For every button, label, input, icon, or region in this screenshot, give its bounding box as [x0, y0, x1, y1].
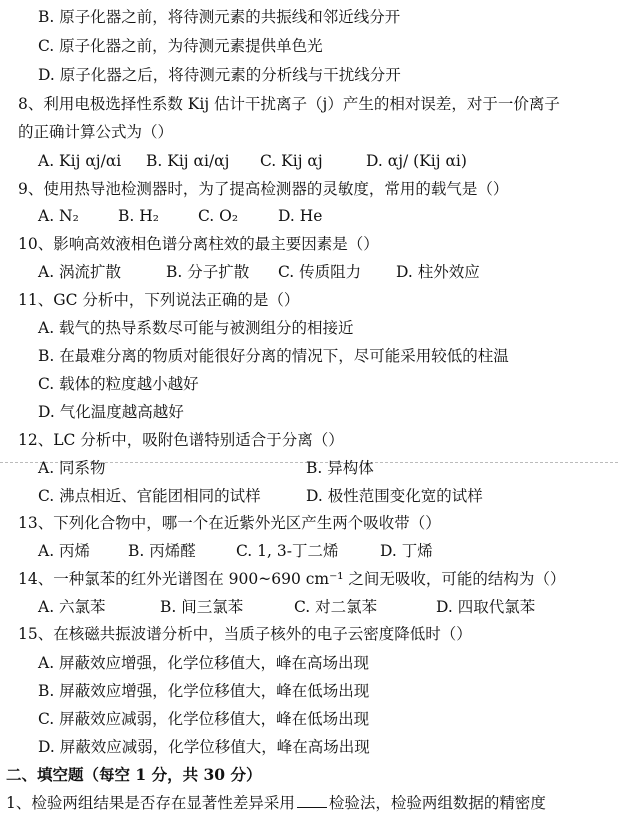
q13-option-a: A. 丙烯	[38, 542, 91, 560]
answer-blank	[297, 793, 327, 808]
q12-option-a: A. 同系物	[38, 459, 106, 477]
q14-stem: 14、一种氯苯的红外光谱图在 900~690 cm⁻¹ 之间无吸收，可能的结构为（）	[18, 570, 566, 588]
section-2-q1	[6, 792, 546, 814]
q13-options	[38, 540, 558, 562]
q14-option-d: D. 四取代氯苯	[436, 598, 536, 616]
q12-options-row-2	[38, 485, 578, 507]
q7-option-b: B. 原子化器之前，将待测元素的共振线和邻近线分开	[38, 8, 401, 26]
q11-option-b: B. 在最难分离的物质对能很好分离的情况下，尽可能采用较低的柱温	[38, 347, 509, 365]
q12-option-c: C. 沸点相近、官能团相同的试样	[38, 487, 261, 505]
q8-option-d: D. αj/ (Kij αi)	[366, 152, 467, 170]
q8-options	[38, 150, 608, 172]
q8-option-c: C. Kij αj	[260, 152, 323, 170]
q10-option-d: D. 柱外效应	[396, 263, 480, 281]
section-2-q1-text-after-blank: 检验法，检验两组数据的精密度	[328, 794, 546, 812]
q13-option-d: D. 丁烯	[380, 542, 433, 560]
q14-option-a: A. 六氯苯	[38, 598, 106, 616]
q13-stem: 13、下列化合物中，哪一个在近紫外光区产生两个吸收带（）	[18, 514, 441, 532]
q9-options	[38, 205, 438, 227]
q8-option-b: B. Kij αi/αj	[146, 152, 230, 170]
q10-option-c: C. 传质阻力	[278, 263, 362, 281]
q10-stem: 10、影响高效液相色谱分离柱效的最主要因素是（）	[18, 235, 379, 253]
q15-option-a: A. 屏蔽效应增强，化学位移值大，峰在高场出现	[38, 654, 370, 672]
q10-option-b: B. 分子扩散	[166, 263, 250, 281]
q11-option-a: A. 载气的热导系数尽可能与被测组分的相接近	[38, 319, 354, 337]
q12-stem: 12、LC 分析中，吸附色谱特别适合于分离（）	[18, 431, 344, 449]
q9-stem: 9、使用热导池检测器时，为了提高检测器的灵敏度，常用的载气是（）	[18, 180, 509, 198]
q11-stem: 11、GC 分析中，下列说法正确的是（）	[18, 291, 300, 309]
q8-stem-line-2: 的正确计算公式为（）	[18, 123, 174, 141]
q9-option-a: A. N₂	[38, 207, 79, 225]
q8-stem-line-1: 8、利用电极选择性系数 Kij 估计干扰离子（j）产生的相对误差，对于一价离子	[18, 95, 560, 113]
q9-option-c: C. O₂	[198, 207, 239, 225]
q8-option-a: A. Kij αj/αi	[38, 152, 122, 170]
q14-option-b: B. 间三氯苯	[160, 598, 244, 616]
q7-option-d: D. 原子化器之后，将待测元素的分析线与干扰线分开	[38, 66, 401, 84]
q13-option-c: C. 1, 3-丁二烯	[236, 542, 339, 560]
section-2-heading: 二、填空题（每空 1 分，共 30 分）	[6, 765, 262, 784]
q14-option-c: C. 对二氯苯	[294, 598, 378, 616]
q15-option-d: D. 屏蔽效应减弱，化学位移值大，峰在高场出现	[38, 738, 370, 756]
q15-option-c: C. 屏蔽效应减弱，化学位移值大，峰在低场出现	[38, 710, 370, 728]
q12-option-d: D. 极性范围变化宽的试样	[306, 487, 483, 505]
q9-option-d: D. He	[278, 207, 323, 225]
section-2-q1-text-before-blank: 1、检验两组结果是否存在显著性差异采用	[6, 794, 295, 812]
q9-option-b: B. H₂	[118, 207, 159, 225]
q15-option-b: B. 屏蔽效应增强，化学位移值大，峰在低场出现	[38, 682, 370, 700]
q7-option-c: C. 原子化器之前，为待测元素提供单色光	[38, 37, 323, 55]
q10-option-a: A. 涡流扩散	[38, 263, 122, 281]
q12-options-row-1	[38, 457, 578, 479]
q12-option-b: B. 异构体	[306, 459, 374, 477]
q15-stem: 15、在核磁共振波谱分析中，当质子核外的电子云密度降低时（）	[18, 625, 472, 643]
q11-option-d: D. 气化温度越高越好	[38, 403, 184, 421]
q14-options	[38, 596, 598, 618]
q10-options	[38, 261, 558, 283]
q11-option-c: C. 载体的粒度越小越好	[38, 375, 199, 393]
q13-option-b: B. 丙烯醛	[128, 542, 196, 560]
